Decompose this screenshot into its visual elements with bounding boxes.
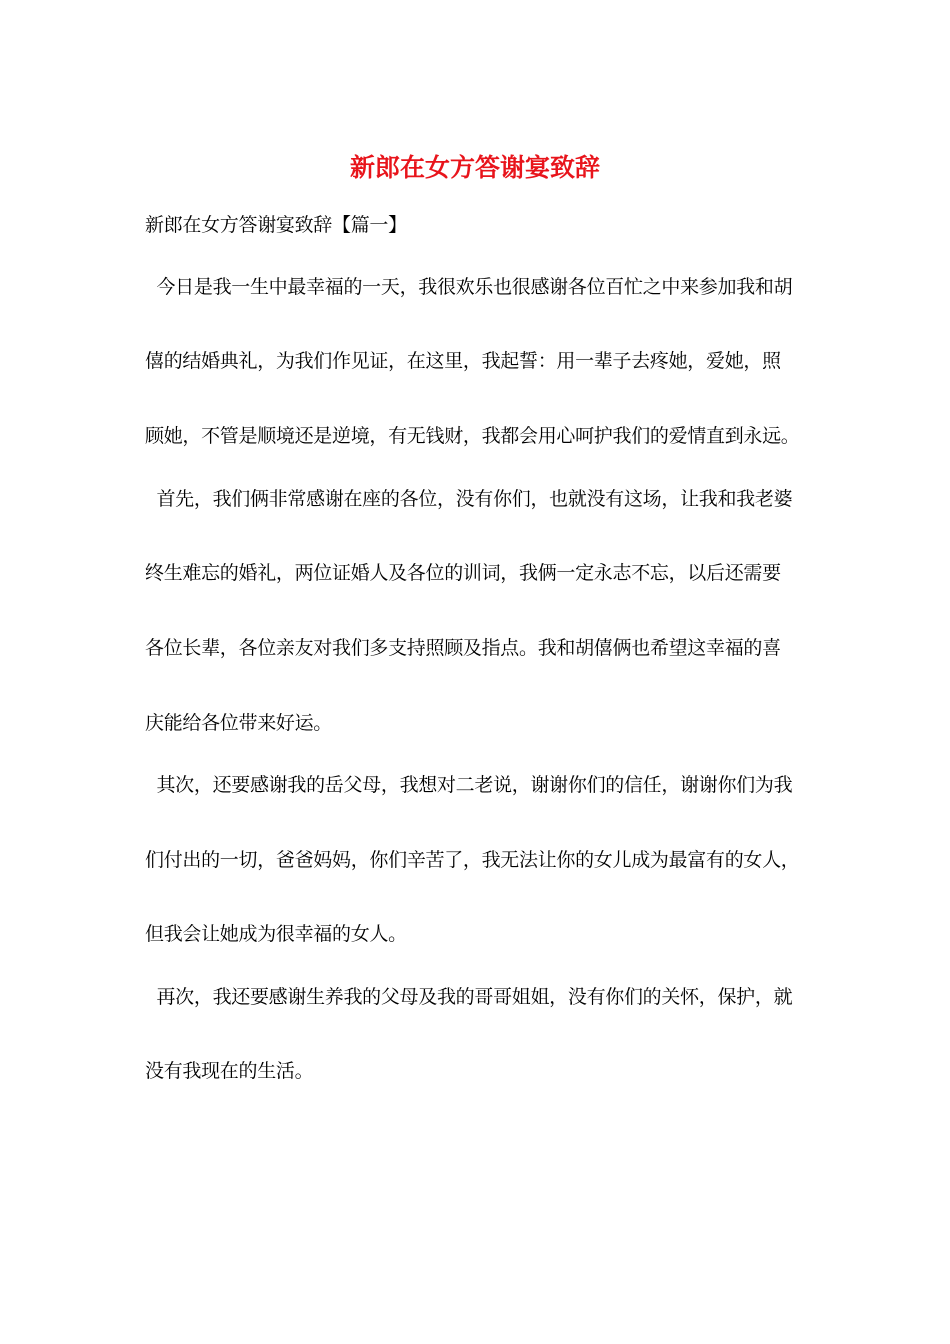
paragraph-line: 其次，还要感谢我的岳父母，我想对二老说，谢谢你们的信任，谢谢你们为我 bbox=[145, 774, 793, 796]
document-title: 新郎在女方答谢宴致辞 bbox=[349, 153, 600, 182]
paragraph-line: 顾她，不管是顺境还是逆境，有无钱财，我都会用心呵护我们的爱情直到永远。 bbox=[145, 425, 800, 447]
paragraph-line: 再次，我还要感谢生养我的父母及我的哥哥姐姐，没有你们的关怀，保护，就 bbox=[145, 986, 793, 1008]
paragraph-line: 今日是我一生中最幸福的一天，我很欢乐也很感谢各位百忙之中来参加我和胡 bbox=[145, 276, 793, 298]
paragraph-line: 僖的结婚典礼，为我们作见证，在这里，我起誓：用一辈子去疼她，爱她，照 bbox=[145, 350, 781, 372]
paragraph-line: 们付出的一切，爸爸妈妈，你们辛苦了，我无法让你的女儿成为最富有的女人， bbox=[145, 849, 800, 871]
paragraph-line: 各位长辈，各位亲友对我们多支持照顾及指点。我和胡僖俩也希望这幸福的喜 bbox=[145, 637, 781, 659]
paragraph-line: 终生难忘的婚礼，两位证婚人及各位的训词，我俩一定永志不忘，以后还需要 bbox=[145, 562, 781, 584]
paragraph-line: 但我会让她成为很幸福的女人。 bbox=[145, 923, 407, 945]
paragraph-line: 首先，我们俩非常感谢在座的各位，没有你们，也就没有这场，让我和我老婆 bbox=[145, 488, 793, 510]
paragraph-line: 庆能给各位带来好运。 bbox=[145, 712, 333, 734]
section-heading: 新郎在女方答谢宴致辞【篇一】 bbox=[145, 214, 407, 236]
paragraph-line: 没有我现在的生活。 bbox=[145, 1060, 314, 1082]
